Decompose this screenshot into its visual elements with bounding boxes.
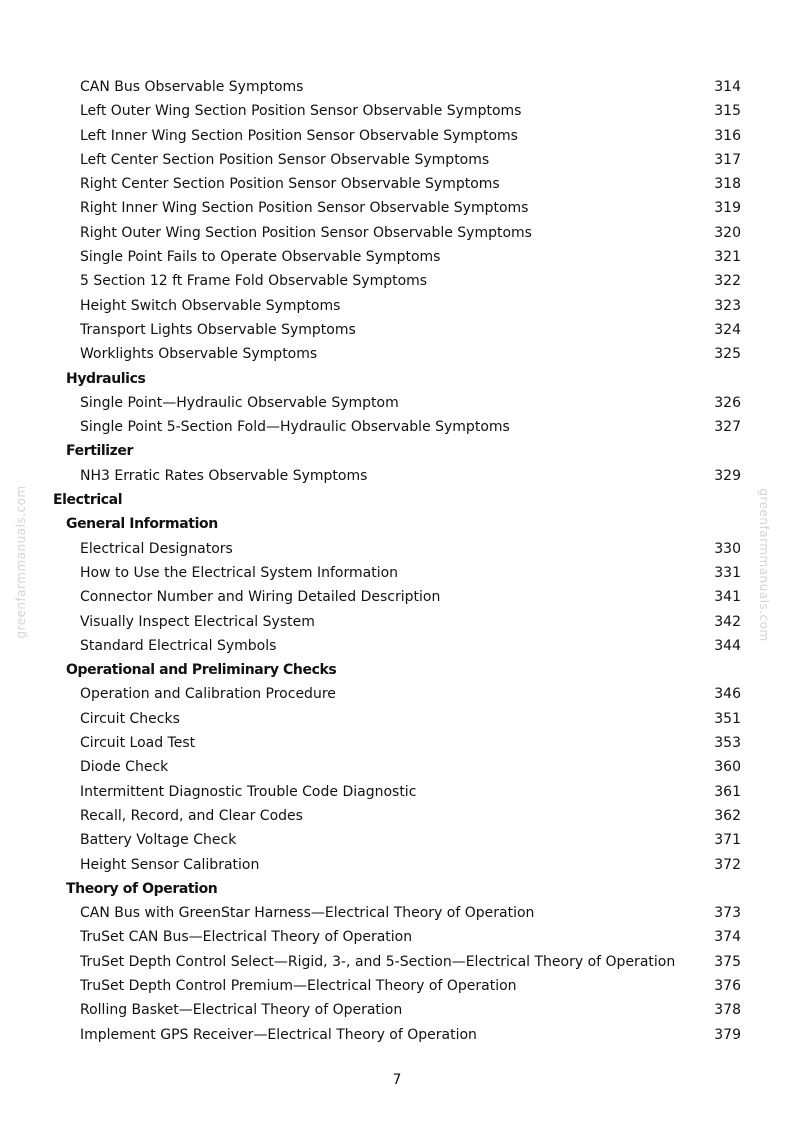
toc-entry-title: Theory of Operation bbox=[66, 880, 218, 897]
toc-entry-title: Operational and Preliminary Checks bbox=[66, 662, 337, 679]
toc-entry-page-number: 361 bbox=[714, 783, 741, 800]
toc-entry-page-number: 321 bbox=[714, 249, 741, 266]
toc-subsection-heading bbox=[0, 439, 794, 463]
table-of-contents bbox=[0, 75, 794, 1047]
toc-entry-page-number: 314 bbox=[714, 79, 741, 95]
toc-entry-page-number: 346 bbox=[714, 686, 741, 703]
toc-entry[interactable] bbox=[0, 561, 794, 585]
toc-entry-page-number: 315 bbox=[714, 103, 741, 120]
toc-entry-title: TruSet Depth Control Premium—Electrical Theory of Operation bbox=[80, 977, 517, 994]
toc-entry[interactable] bbox=[0, 950, 794, 974]
toc-entry-title: Electrical Designators bbox=[80, 540, 233, 557]
toc-entry-page-number: 360 bbox=[714, 759, 741, 776]
toc-entry[interactable] bbox=[0, 342, 794, 366]
page-number: 7 bbox=[392, 1072, 402, 1088]
toc-subsection-heading bbox=[0, 658, 794, 682]
toc-entry-title: Rolling Basket—Electrical Theory of Operation bbox=[80, 1002, 403, 1019]
toc-entry[interactable] bbox=[0, 269, 794, 293]
toc-entry[interactable] bbox=[0, 707, 794, 731]
toc-entry-title: Visually Inspect Electrical System bbox=[80, 613, 315, 630]
toc-entry-title: Single Point 5-Section Fold—Hydraulic Observable Symptoms bbox=[80, 419, 510, 436]
toc-entry-page-number: 342 bbox=[714, 613, 741, 630]
toc-entry-page-number: 324 bbox=[714, 321, 741, 338]
toc-entry[interactable] bbox=[0, 901, 794, 925]
toc-entry-page-number: 318 bbox=[714, 176, 741, 193]
toc-entry-title: CAN Bus Observable Symptoms bbox=[80, 79, 304, 95]
toc-entry-page-number: 374 bbox=[714, 929, 741, 946]
toc-subsection-heading bbox=[0, 512, 794, 536]
toc-entry-title: Hydraulics bbox=[66, 370, 146, 387]
toc-entry-page-number: 344 bbox=[714, 637, 741, 654]
toc-entry-title: Worklights Observable Symptoms bbox=[80, 346, 318, 363]
toc-subsection-heading bbox=[0, 877, 794, 901]
toc-entry[interactable] bbox=[0, 925, 794, 949]
toc-entry-page-number: 351 bbox=[714, 710, 741, 727]
toc-entry-page-number: 323 bbox=[714, 297, 741, 314]
toc-entry-title: Left Center Section Position Sensor Observable Symptoms bbox=[80, 151, 490, 168]
toc-entry[interactable] bbox=[0, 585, 794, 609]
toc-entry[interactable] bbox=[0, 172, 794, 196]
toc-entry-page-number: 330 bbox=[714, 540, 741, 557]
toc-entry-title: Circuit Load Test bbox=[80, 735, 196, 752]
toc-entry-title: NH3 Erratic Rates Observable Symptoms bbox=[80, 467, 368, 484]
toc-entry-title: Height Switch Observable Symptoms bbox=[80, 297, 341, 314]
toc-entry-title: Fertilizer bbox=[66, 443, 134, 460]
toc-entry-page-number: 331 bbox=[714, 564, 741, 581]
toc-entry[interactable] bbox=[0, 828, 794, 852]
toc-section-heading bbox=[0, 488, 794, 512]
toc-entry-page-number: 353 bbox=[714, 735, 741, 752]
toc-entry[interactable] bbox=[0, 391, 794, 415]
toc-entry-page-number: 362 bbox=[714, 807, 741, 824]
toc-entry[interactable] bbox=[0, 124, 794, 148]
toc-entry-page-number: 319 bbox=[714, 200, 741, 217]
toc-entry-page-number: 376 bbox=[714, 977, 741, 994]
toc-entry-title: Single Point Fails to Operate Observable Symptoms bbox=[80, 249, 441, 266]
toc-entry[interactable] bbox=[0, 804, 794, 828]
toc-entry-title: How to Use the Electrical System Information bbox=[80, 564, 399, 581]
toc-entry-title: Transport Lights Observable Symptoms bbox=[80, 321, 356, 338]
toc-entry-page-number: 373 bbox=[714, 905, 741, 922]
toc-entry[interactable] bbox=[0, 998, 794, 1022]
toc-entry-page-number: 379 bbox=[714, 1026, 741, 1043]
toc-entry-title: General Information bbox=[66, 516, 218, 533]
toc-entry[interactable] bbox=[0, 99, 794, 123]
toc-entry[interactable] bbox=[0, 537, 794, 561]
toc-entry[interactable] bbox=[0, 974, 794, 998]
toc-entry-title: Right Outer Wing Section Position Sensor Observable Symptoms bbox=[80, 224, 532, 241]
toc-entry-page-number: 317 bbox=[714, 151, 741, 168]
watermark-right: greenfarmmanuals.com bbox=[757, 488, 771, 642]
toc-entry-page-number: 375 bbox=[714, 953, 741, 970]
toc-entry[interactable] bbox=[0, 634, 794, 658]
toc-entry-page-number: 378 bbox=[714, 1002, 741, 1019]
toc-entry-page-number: 326 bbox=[714, 394, 741, 411]
toc-entry-page-number: 341 bbox=[714, 589, 741, 606]
toc-entry-title: Recall, Record, and Clear Codes bbox=[80, 807, 303, 824]
toc-entry-title: TruSet CAN Bus—Electrical Theory of Operation bbox=[80, 929, 413, 946]
toc-entry-title: 5 Section 12 ft Frame Fold Observable Symptoms bbox=[80, 273, 428, 290]
toc-entry-page-number: 325 bbox=[714, 346, 741, 363]
toc-subsection-heading bbox=[0, 367, 794, 391]
toc-entry[interactable] bbox=[0, 682, 794, 706]
toc-entry[interactable] bbox=[0, 245, 794, 269]
toc-entry-title: Height Sensor Calibration bbox=[80, 856, 260, 873]
toc-entry-page-number: 316 bbox=[714, 127, 741, 144]
toc-entry-title: Right Center Section Position Sensor Observable Symptoms bbox=[80, 176, 500, 193]
toc-entry[interactable] bbox=[0, 731, 794, 755]
toc-entry-title: Electrical bbox=[53, 492, 123, 509]
toc-entry[interactable] bbox=[0, 464, 794, 488]
toc-entry[interactable] bbox=[0, 415, 794, 439]
toc-entry-title: Circuit Checks bbox=[80, 710, 180, 727]
toc-entry[interactable] bbox=[0, 1023, 794, 1047]
toc-entry[interactable] bbox=[0, 75, 794, 99]
toc-entry-page-number: 327 bbox=[714, 419, 741, 436]
toc-entry-title: Implement GPS Receiver—Electrical Theory of Operation bbox=[80, 1026, 477, 1043]
toc-entry-page-number: 372 bbox=[714, 856, 741, 873]
watermark-left: greenfarmmanuals.com bbox=[14, 485, 28, 639]
toc-entry-title: Right Inner Wing Section Position Sensor Observable Symptoms bbox=[80, 200, 529, 217]
toc-entry-title: Left Outer Wing Section Position Sensor Observable Symptoms bbox=[80, 103, 522, 120]
toc-entry[interactable] bbox=[0, 221, 794, 245]
toc-entry-title: Diode Check bbox=[80, 759, 169, 776]
toc-entry[interactable] bbox=[0, 148, 794, 172]
toc-entry-page-number: 320 bbox=[714, 224, 741, 241]
toc-entry-title: Left Inner Wing Section Position Sensor Observable Symptoms bbox=[80, 127, 518, 144]
toc-entry-title: TruSet Depth Control Select—Rigid, 3-, and 5-Section—Electrical Theory of Operation bbox=[80, 953, 676, 970]
toc-entry-page-number: 322 bbox=[714, 273, 741, 290]
toc-entry[interactable] bbox=[0, 318, 794, 342]
toc-entry-title: Connector Number and Wiring Detailed Description bbox=[80, 589, 441, 606]
toc-entry[interactable] bbox=[0, 610, 794, 634]
toc-entry[interactable] bbox=[0, 294, 794, 318]
toc-entry-title: Intermittent Diagnostic Trouble Code Diagnostic bbox=[80, 783, 417, 800]
toc-entry[interactable] bbox=[0, 196, 794, 220]
toc-entry-title: Standard Electrical Symbols bbox=[80, 637, 277, 654]
toc-entry-page-number: 371 bbox=[714, 832, 741, 849]
toc-entry[interactable] bbox=[0, 780, 794, 804]
toc-entry-title: Single Point—Hydraulic Observable Symptom bbox=[80, 394, 399, 411]
toc-entry-title: CAN Bus with GreenStar Harness—Electrical Theory of Operation bbox=[80, 905, 535, 922]
toc-entry[interactable] bbox=[0, 755, 794, 779]
toc-entry[interactable] bbox=[0, 853, 794, 877]
toc-entry-title: Operation and Calibration Procedure bbox=[80, 686, 336, 703]
toc-entry-page-number: 329 bbox=[714, 467, 741, 484]
toc-entry-title: Battery Voltage Check bbox=[80, 832, 237, 849]
